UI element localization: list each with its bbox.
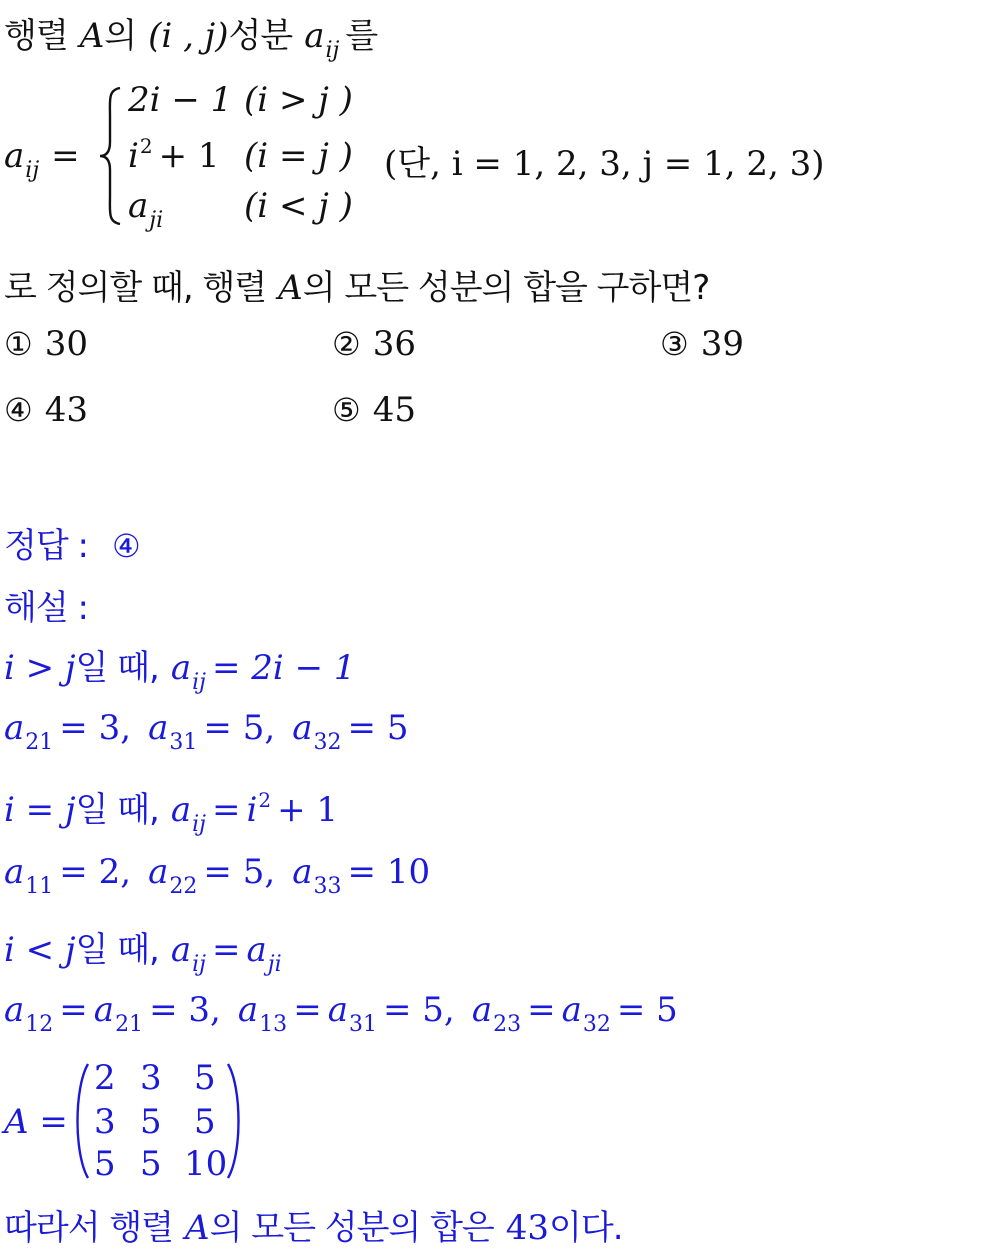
element-symbol: a [561,990,582,1030]
case-2-rest: + 1 [158,136,220,176]
element-subscript: ij [325,38,340,63]
question-text: 의 모든 성분의 합을 구하면? [302,268,710,308]
matrix-left-paren [70,1062,92,1180]
matrix-cell-2-1 [94,1102,116,1142]
element-symbol: a [471,990,493,1030]
question-text: 행렬 [4,16,68,56]
element-symbol: a [93,990,115,1030]
element-symbol: a [148,708,169,748]
case-2-condition [244,136,353,176]
step-value: = 5 [347,708,409,748]
conclusion-text: 따라서 행렬 [4,1208,174,1248]
case-3-subscript: ji [149,208,164,233]
element-subscript: 12 [25,1012,54,1037]
matrix-entry: 5 [140,1144,162,1184]
conclusion-text: 이다. [549,1208,623,1248]
answer-mark: ④ [111,527,141,565]
step-value: = 5, [382,990,455,1030]
step-condition: i > j [4,648,76,688]
answer-line [4,518,141,567]
question-text: 의 [104,16,137,56]
matrix-cell-1-2 [140,1058,162,1098]
element-symbol: a [170,790,192,830]
case-2-condition-text: (i = j ) [244,136,353,176]
element-symbol: a [237,990,259,1030]
element-symbol: a [170,930,192,970]
matrix-label [4,1102,68,1142]
answer-label: 정답 : [4,526,88,566]
solution-conclusion [4,1200,623,1249]
element-subscript: 22 [169,874,198,899]
element-subscript: 21 [25,730,54,755]
question-text: 성분 [228,16,293,56]
matrix-entry: 5 [194,1058,216,1098]
choice-4-mark: ④ [4,391,33,429]
case-1 [128,80,232,120]
matrix-symbol: A [278,268,303,308]
solution-step-2 [4,708,409,755]
case-1-condition-text: (i > j ) [244,80,353,120]
solution-step-1 [4,640,356,695]
choice-5-mark: ⑤ [332,391,361,429]
solution-step-3 [4,782,339,837]
equals-sign: = [293,990,322,1030]
case-3 [128,186,164,233]
element-subscript: ji [267,952,282,977]
step-text: 일 때, [75,930,159,970]
step-value: = 10 [347,852,431,892]
matrix-entry: 5 [194,1102,216,1142]
choice-5[interactable] [332,390,416,430]
matrix-cell-3-1 [94,1144,116,1184]
element-symbol: a [4,136,25,176]
equals-sign: = [51,136,80,176]
matrix-entry: 3 [94,1102,116,1142]
matrix-symbol: A [185,1208,210,1248]
element-symbol: a [246,930,267,970]
equals-sign: = [527,990,556,1030]
step-rhs: = 2i − 1 [211,648,356,688]
equals-sign: = [211,790,241,830]
choice-2[interactable] [332,324,416,364]
matrix-symbol: A [79,16,105,56]
choice-2-mark: ② [332,325,361,363]
index-condition [384,136,824,185]
element-subscript: 33 [313,874,342,899]
step-text: 일 때, [75,648,159,688]
matrix-entry: 2 [94,1058,116,1098]
step-text: 일 때, [75,790,159,830]
step-value: = 3, [149,990,221,1030]
matrix-cell-2-3 [194,1102,216,1142]
solution-step-6 [4,990,678,1037]
element-subscript: 21 [115,1012,144,1037]
step-condition: i < j [4,930,76,970]
case-3-condition [244,186,353,226]
element-subscript: ij [192,812,206,837]
element-symbol: a [304,16,325,56]
matrix-entry: 3 [140,1058,162,1098]
element-subscript: ij [192,670,206,695]
element-symbol: a [292,708,313,748]
matrix-entry: 10 [184,1144,228,1184]
element-subscript: 32 [313,730,342,755]
equals-sign: = [211,930,241,970]
step-value: = 5 [616,990,678,1030]
index-condition-text: (단, i = 1, 2, 3, j = 1, 2, 3) [384,144,825,184]
conclusion-value: 43 [505,1208,550,1248]
choice-5-value: 45 [372,390,416,430]
matrix-entry: 5 [94,1144,116,1184]
left-brace [98,86,124,226]
step-exponent: 2 [258,788,272,812]
matrix-entry: 5 [140,1102,162,1142]
matrix-cell-2-2 [140,1102,162,1142]
matrix-cell-1-3 [194,1058,216,1098]
element-subscript: 11 [25,874,54,899]
element-subscript: 23 [493,1012,522,1037]
choice-1-mark: ① [4,325,33,363]
conclusion-text: 의 모든 성분의 합은 [209,1208,494,1248]
equals-sign: = [59,990,88,1030]
matrix-cell-1-1 [94,1058,116,1098]
step-value: = 2, [59,852,132,892]
step-value: = 5, [203,852,276,892]
case-3-condition-text: (i < j ) [244,186,353,226]
solution-step-4 [4,852,431,899]
choice-1-value: 30 [44,324,88,364]
definition-lhs [4,136,80,183]
solution-label: 해설 : [4,588,88,628]
element-symbol: a [170,648,192,688]
index-pair: (i , j) [148,16,229,56]
element-symbol: a [4,708,25,748]
case-2 [128,136,220,176]
question-line-3 [4,260,709,309]
element-subscript: 31 [348,1012,377,1037]
question-text: 로 정의할 때, 행렬 [4,268,267,308]
step-rest: + 1 [277,790,339,830]
case-2-exponent: 2 [139,134,153,158]
choice-4[interactable] [4,390,88,430]
element-symbol: a [148,852,169,892]
solution-label-line [4,580,88,629]
case-1-condition [244,80,353,120]
element-symbol: a [4,852,25,892]
matrix-cell-3-3 [184,1144,227,1184]
element-symbol: a [4,990,25,1030]
element-symbol: a [327,990,348,1030]
choice-3-mark: ③ [660,325,689,363]
choice-3[interactable] [660,324,744,364]
question-line-1 [4,8,378,63]
matrix-cell-3-2 [140,1144,162,1184]
question-text: 를 [345,16,378,56]
choice-3-value: 39 [700,324,744,364]
step-value: = 3, [59,708,132,748]
matrix-right-paren [224,1062,246,1180]
case-1-expression: 2i − 1 [128,80,233,120]
element-subscript: ij [25,158,40,183]
step-value: = 5, [203,708,276,748]
element-subscript: 32 [582,1012,611,1037]
element-subscript: ij [192,952,206,977]
choice-1[interactable] [4,324,88,364]
element-subscript: 13 [259,1012,288,1037]
solution-step-5 [4,922,282,977]
element-symbol: a [292,852,313,892]
case-3-symbol: a [128,186,149,226]
choice-2-value: 36 [372,324,416,364]
choice-4-value: 43 [44,390,88,430]
element-subscript: 31 [169,730,198,755]
step-base: i [246,790,258,830]
case-2-base: i [128,136,139,176]
step-condition: i = j [4,790,76,830]
matrix-label-text: A = [4,1102,68,1142]
